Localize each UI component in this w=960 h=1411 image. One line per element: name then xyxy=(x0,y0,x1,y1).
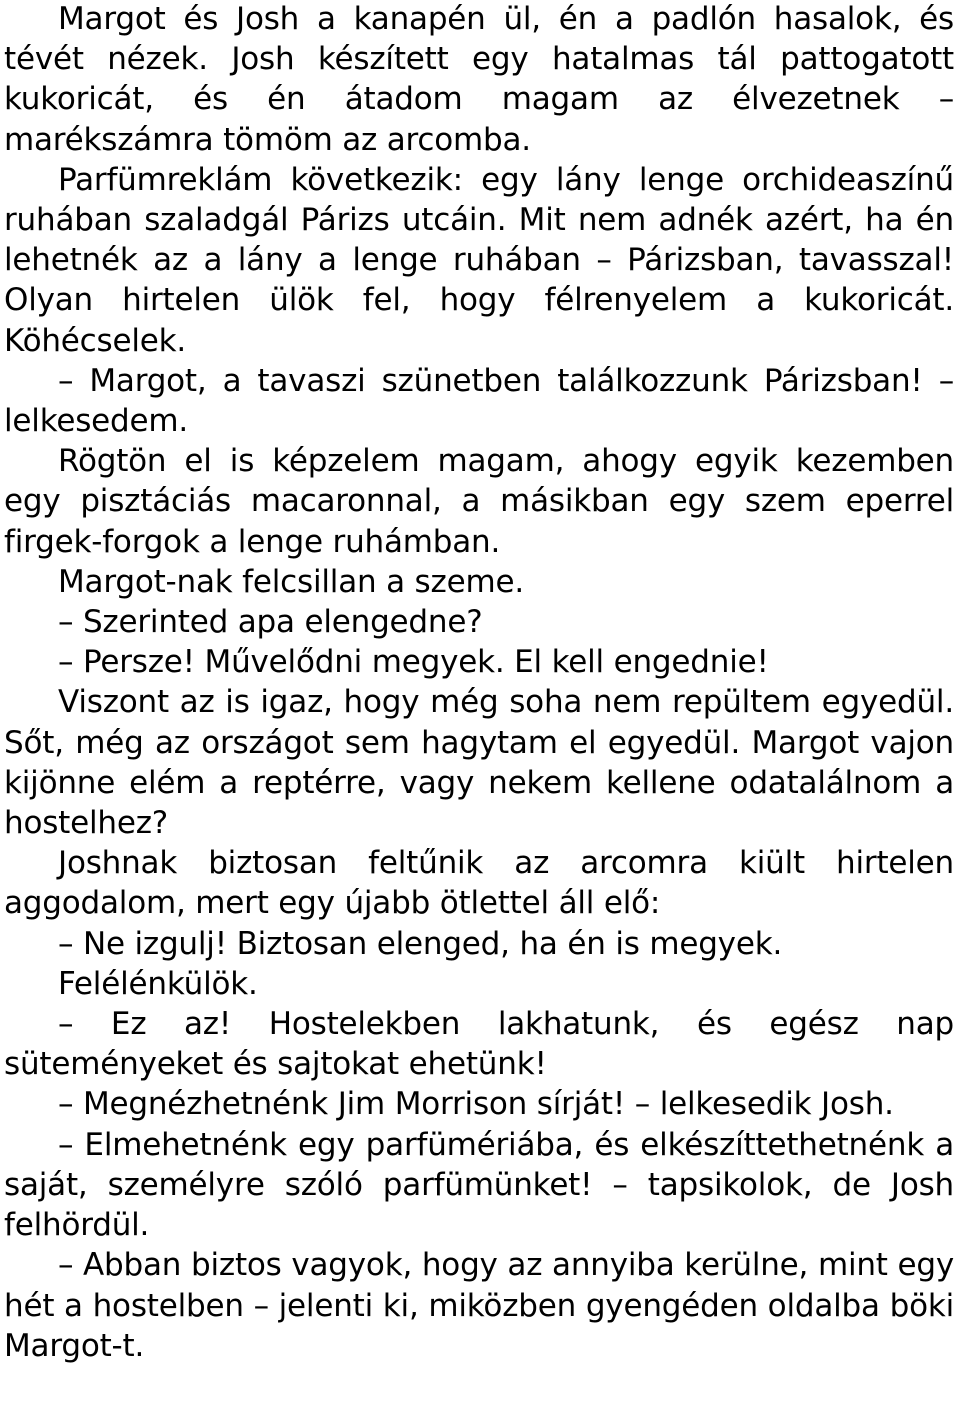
paragraph: – Elmehetnénk egy parfümériába, és elkészíttethetnénk a saját, személyre szóló parfümünket! – tapsikolok, de Josh felhördül. xyxy=(4,1126,954,1244)
paragraph: – Ez az! Hostelekben lakhatunk, és egész nap süteményeket és sajtokat ehetünk! xyxy=(4,1006,954,1083)
paragraph: Margot-nak felcsillan a szeme. xyxy=(58,563,524,600)
paragraph: – Megnézhetnénk Jim Morrison sírját! – lelkesedik Josh. xyxy=(58,1086,894,1123)
paragraph: – Margot, a tavaszi szünetben találkozzunk Párizsban! – lelkesedem. xyxy=(4,362,954,440)
paragraph: – Abban biztos vagyok, hogy az annyiba kerülne, mint egy hét a hostelben – jelenti ki, miközben gyengéden oldalba böki Margot-t. xyxy=(4,1247,954,1364)
paragraph: Felélénkülök. xyxy=(58,965,258,1002)
paragraph: Joshnak biztosan feltűnik az arcomra kiült hirtelen aggodalom, mert egy újabb ötlettel áll elő: xyxy=(4,845,954,922)
paragraph: Viszont az is igaz, hogy még soha nem repültem egyedül. Sőt, még az országot sem hagytam el egyedül. Margot vajon kijönne elém a reptérre, vagy nekem kellene odatalálnom a hostelhez? xyxy=(4,684,954,842)
paragraph: – Persze! Művelődni megyek. El kell engednie! xyxy=(58,644,769,681)
paragraph: Parfümreklám következik: egy lány lenge orchideaszínű ruhában szaladgál Párizs utcáin. Mit nem adnék azért, ha én lehetnék az a lány a lenge ruhában – Párizsban, tavasszal! Olyan hirtelen ülök fel, hogy félrenyelem a kukoricát. Köhécselek. xyxy=(4,161,954,359)
paragraph: – Szerinted apa elengedne? xyxy=(58,604,483,641)
paragraph: – Ne izgulj! Biztosan elenged, ha én is megyek. xyxy=(58,925,783,962)
paragraph: Margot és Josh a kanapén ül, én a padlón hasalok, és tévét nézek. Josh készített egy hatalmas tál pattogatott kukoricát, és én átadom magam az élvezetnek – marékszámra tömöm az arcomba. xyxy=(4,1,954,158)
paragraph: Rögtön el is képzelem magam, ahogy egyik kezemben egy pisztáciás macaronnal, a másikban egy szem eperrel firgek-forgok a lenge ruhámban. xyxy=(4,443,954,560)
page-text xyxy=(4,0,954,1366)
